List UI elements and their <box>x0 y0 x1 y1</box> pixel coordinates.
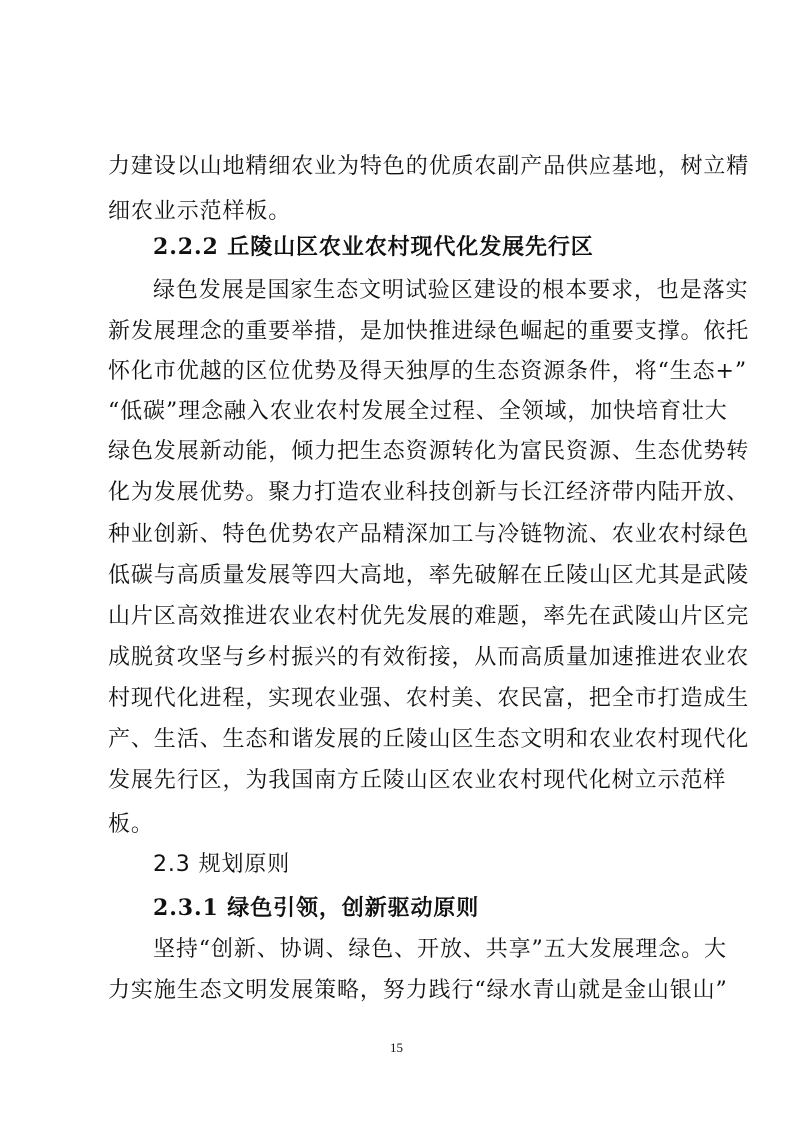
section-heading-2-3: 2.3 规划原则 <box>153 852 291 877</box>
paragraph-line: 绿色发展新动能，倾力把生态资源转化为富民资源、生态优势转 <box>108 439 750 464</box>
paragraph-line: 村现代化进程，实现农业强、农村美、农民富，把全市打造成生 <box>108 686 750 711</box>
section-heading-2-2-2: 2.2.2 丘陵山区农业农村现代化发展先行区 <box>153 234 594 260</box>
paragraph-line: 坚持“创新、协调、绿色、开放、共享”五大发展理念。大 <box>153 937 727 962</box>
paragraph-line: 种业创新、特色优势农产品精深加工与冷链物流、农业农村绿色 <box>108 522 750 547</box>
paragraph-line: 板。 <box>108 812 154 837</box>
paragraph-line: 怀化市优越的区位优势及得天独厚的生态资源条件，将“生态+” <box>108 359 748 384</box>
paragraph-line: 发展先行区，为我国南方丘陵山区农业农村现代化树立示范样 <box>108 768 727 793</box>
paragraph-line: 细农业示范样板。 <box>108 199 292 224</box>
paragraph-line: 产、生活、生态和谐发展的丘陵山区生态文明和农业农村现代化 <box>108 727 750 752</box>
page-number: 15 <box>390 1040 403 1055</box>
paragraph-line: 力实施生态文明发展策略，努力践行“绿水青山就是金山银山” <box>108 978 728 1003</box>
paragraph-line: 山片区高效推进农业农村优先发展的难题，率先在武陵山片区完 <box>108 604 750 629</box>
paragraph-line: 绿色发展是国家生态文明试验区建设的根本要求，也是落实 <box>153 278 749 303</box>
paragraph-line: 新发展理念的重要举措，是加快推进绿色崛起的重要支撑。依托 <box>108 319 750 344</box>
paragraph-line: 力建设以山地精细农业为特色的优质农副产品供应基地，树立精 <box>108 154 750 179</box>
paragraph-line: 化为发展优势。聚力打造农业科技创新与长江经济带内陆开放、 <box>108 480 750 505</box>
paragraph-line: “低碳”理念融入农业农村发展全过程、全领域，加快培育壮大 <box>108 399 728 424</box>
paragraph-line: 成脱贫攻坚与乡村振兴的有效衔接，从而高质量加速推进农业农 <box>108 645 750 670</box>
section-heading-2-3-1: 2.3.1 绿色引领，创新驱动原则 <box>153 895 480 921</box>
paragraph-line: 低碳与高质量发展等四大高地，率先破解在丘陵山区尤其是武陵 <box>108 563 750 588</box>
